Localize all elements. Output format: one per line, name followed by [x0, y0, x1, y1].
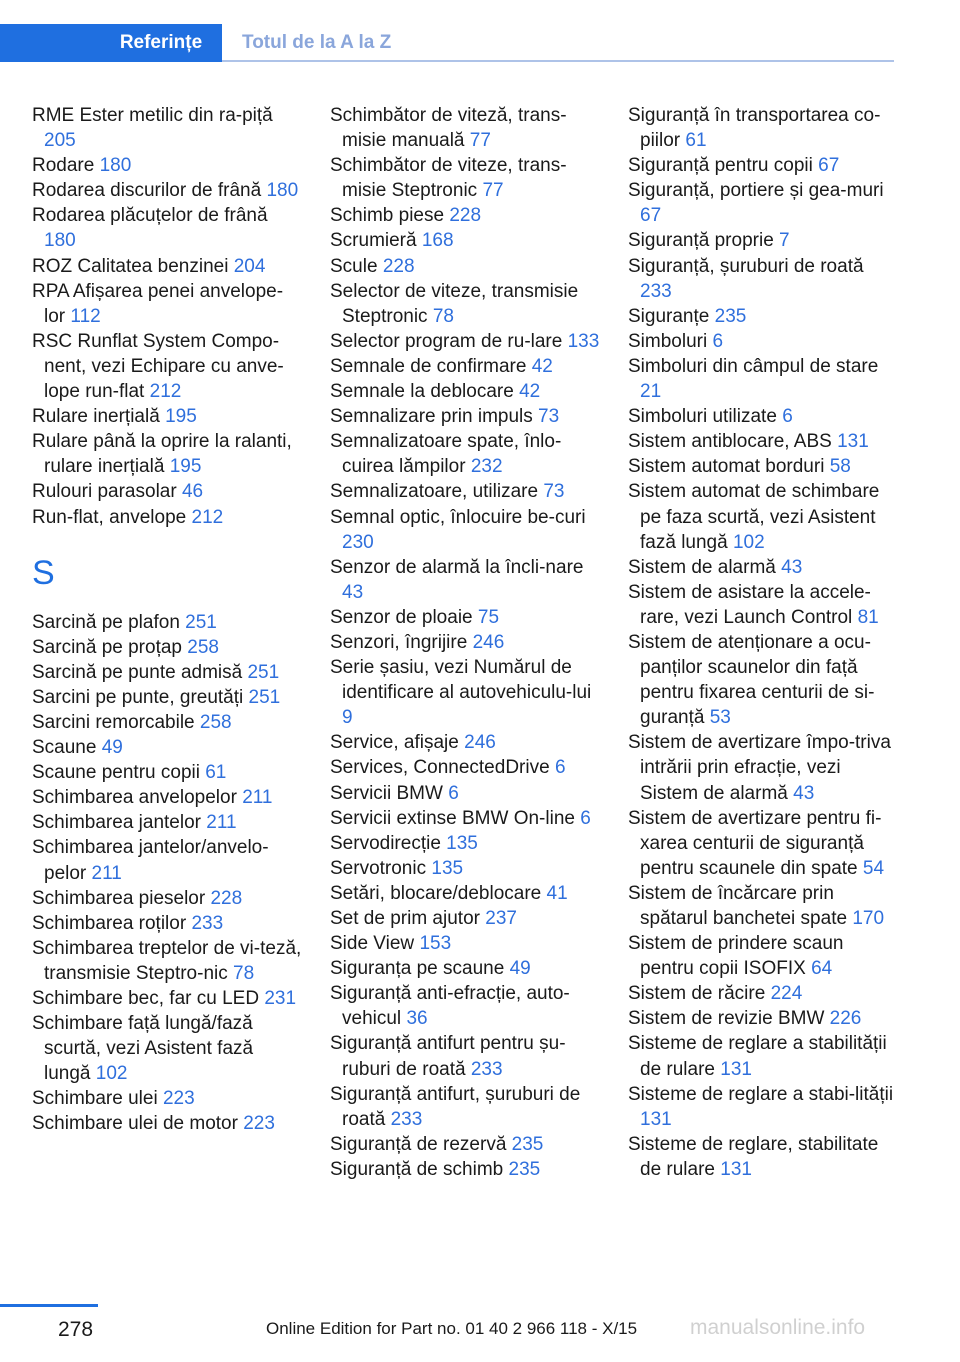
index-entry-term: Sistem automat de schimbare pe faza scurtă, vezi Asistent fază lungă	[628, 481, 880, 553]
index-entry-term: Schimbarea roților	[32, 912, 187, 934]
index-entry	[330, 404, 600, 429]
index-page-link[interactable]: 73	[543, 481, 565, 503]
header-tab-referinte[interactable]: Referințe	[100, 24, 222, 62]
index-page-link[interactable]: 9	[342, 707, 353, 729]
index-entry-term: Scrumieră	[330, 230, 417, 252]
index-entry-term: Semnalizatoare, utilizare	[330, 481, 539, 503]
index-entry-term: Senzor de ploaie	[330, 606, 473, 628]
index-page-link[interactable]: 258	[187, 636, 219, 658]
index-entry	[32, 153, 302, 178]
index-entry-term: Rodare	[32, 155, 95, 177]
index-entry	[330, 1082, 600, 1132]
index-entry	[330, 1157, 600, 1182]
index-entry-term: ROZ Calitatea benzinei	[32, 255, 229, 277]
index-entry	[628, 329, 898, 354]
index-entry	[628, 404, 898, 429]
index-page-link[interactable]: 21	[640, 381, 662, 403]
index-entry	[330, 254, 600, 279]
index-entry	[32, 279, 302, 329]
index-entry	[330, 831, 600, 856]
index-page-link[interactable]: 49	[509, 958, 531, 980]
index-entry-term: Senzori, îngrijire	[330, 631, 468, 653]
index-entry	[32, 610, 302, 635]
index-entry-term: Rodarea discurilor de frână	[32, 180, 262, 202]
index-page-link[interactable]: 224	[770, 983, 803, 1005]
index-entry	[330, 755, 600, 780]
index-entry-term: Siguranțe	[628, 305, 710, 327]
index-entry	[330, 479, 600, 504]
index-entry-term: Schimbarea anvelopelor	[32, 787, 237, 809]
index-page-link[interactable]: 251	[185, 611, 217, 633]
index-entry-term: Sistem de încărcare prin spătarul banchetei spate	[628, 882, 848, 929]
index-page-link[interactable]: 46	[181, 481, 204, 503]
index-entry-term: Siguranța pe scaune	[330, 958, 505, 980]
index-page-link[interactable]: 228	[449, 205, 482, 227]
index-page-link[interactable]: 258	[199, 711, 232, 733]
index-page-link[interactable]: 53	[709, 707, 731, 729]
index-entry-term: Simboluri utilizate	[628, 406, 777, 428]
index-entry	[628, 304, 898, 329]
index-entry-term: Rulouri parasolar	[32, 481, 177, 503]
index-page-link[interactable]: 180	[44, 230, 76, 252]
index-entry-term: Sistem de atenționare a ocu-panților scaunelor din față pentru fixarea centurii de si-guranță	[628, 631, 875, 729]
index-page-link[interactable]: 246	[472, 631, 505, 653]
index-page-link[interactable]: 204	[233, 255, 266, 277]
index-entry-term: Servodirecție	[330, 832, 441, 854]
index-entry	[628, 580, 898, 630]
index-entry	[628, 153, 898, 178]
header-accent-bar	[0, 24, 100, 62]
index-page-link[interactable]: 195	[165, 406, 197, 428]
index-entry	[628, 254, 898, 304]
index-entry-term: Siguranță pentru copii	[628, 155, 813, 177]
index-page-link[interactable]: 36	[406, 1008, 428, 1030]
index-page-link[interactable]: 168	[421, 230, 454, 252]
index-entry-term: Selector program de ru-lare	[330, 330, 563, 352]
index-entry	[32, 479, 302, 504]
index-page-link[interactable]: 6	[712, 330, 724, 352]
edition-note: Online Edition for Part no. 01 40 2 966 118 - X/15	[266, 1319, 638, 1338]
index-entry-term: Run-flat, anvelope	[32, 506, 187, 528]
index-entry-term: Sistem de revizie BMW	[628, 1008, 825, 1030]
header-divider	[222, 60, 894, 62]
index-entry	[32, 735, 302, 760]
index-entry-term: Semnale la deblocare	[330, 381, 514, 403]
index-entry	[330, 279, 600, 329]
index-entry-term: Schimbarea treptelor de vi-teză, transmisie Steptro-nic	[32, 937, 302, 984]
index-page-link[interactable]: 230	[342, 531, 374, 553]
index-entry-term: Sarcini remorcabile	[32, 711, 195, 733]
index-entry	[32, 835, 302, 885]
index-entry	[330, 856, 600, 881]
index-page-link[interactable]: 205	[44, 130, 76, 152]
index-entry	[330, 931, 600, 956]
index-page-link[interactable]: 78	[233, 962, 255, 984]
index-entry	[330, 781, 600, 806]
index-page-link[interactable]: 251	[248, 686, 281, 708]
index-page-link[interactable]: 233	[470, 1058, 503, 1080]
index-page-link[interactable]: 6	[580, 807, 591, 829]
index-entry-term: Sistem de avertizare pentru fi-xarea centurii de siguranță pentru scaunele din spate	[628, 807, 882, 879]
index-entry	[330, 153, 600, 203]
index-page-link[interactable]: 43	[793, 782, 815, 804]
index-entry-term: Sistem de prindere scaun pentru copii ISOFIX	[628, 933, 844, 980]
index-entry-term: Schimbător de viteze, trans-misie Steptronic	[330, 155, 567, 202]
index-entry	[330, 730, 600, 755]
index-column-1	[32, 103, 302, 1137]
index-entry	[330, 429, 600, 479]
index-entry	[32, 404, 302, 429]
index-page-link[interactable]: 133	[567, 330, 600, 352]
index-entry-term: Schimbător de viteză, trans-misie manuală	[330, 105, 567, 152]
index-entry	[628, 1132, 898, 1182]
index-entry	[330, 630, 600, 655]
index-page-link[interactable]: 212	[191, 506, 224, 528]
index-entry	[32, 1086, 302, 1111]
index-entry	[628, 1082, 898, 1132]
index-entry-term: Simboluri	[628, 330, 708, 352]
index-entry-term: Sistem de avertizare împo-triva intrării prin efracție, vezi Sistem de alarmă	[628, 732, 891, 804]
index-page-link[interactable]: 81	[857, 606, 879, 628]
index-entry-term: Sistem automat borduri	[628, 456, 825, 478]
index-entry-term: Rodarea plăcuțelor de frână	[32, 205, 268, 227]
index-entry	[32, 660, 302, 685]
index-page-link[interactable]: 233	[390, 1108, 423, 1130]
index-entry-term: Sarcină pe proțap	[32, 636, 182, 658]
index-entry	[330, 103, 600, 153]
index-entry	[32, 685, 302, 710]
index-page-link[interactable]: 180	[99, 155, 132, 177]
index-page-link[interactable]: 41	[546, 882, 568, 904]
index-page-link[interactable]: 235	[511, 1133, 544, 1155]
index-entry	[330, 228, 600, 253]
index-entry	[330, 881, 600, 906]
index-page-link[interactable]: 228	[210, 887, 243, 909]
index-entry	[330, 1132, 600, 1157]
index-page-link[interactable]: 135	[446, 832, 478, 854]
index-entry	[32, 203, 302, 253]
index-page-link[interactable]: 77	[469, 130, 491, 152]
index-page-link[interactable]: 43	[781, 556, 803, 578]
index-entry	[330, 981, 600, 1031]
index-entry	[330, 1031, 600, 1081]
index-entry-term: Set de prim ajutor	[330, 908, 480, 929]
index-page-link[interactable]: 251	[247, 661, 280, 683]
index-entry	[32, 886, 302, 911]
index-page-link[interactable]: 67	[640, 205, 662, 227]
watermark: manualsonline.info	[690, 1316, 866, 1339]
index-entry	[628, 228, 898, 253]
index-entry	[628, 555, 898, 580]
index-entry-term: Sistem antiblocare, ABS	[628, 431, 832, 453]
index-entry-term: Semnalizatoare spate, înlo-cuirea lămpilor	[330, 431, 562, 478]
index-entry	[32, 329, 302, 404]
index-entry-term: Schimbare față lungă/fază scurtă, vezi Asistent fază lungă	[32, 1013, 254, 1085]
index-entry-term: Siguranță, șuruburi de roată	[628, 255, 864, 277]
index-entry	[330, 956, 600, 981]
index-page-link[interactable]: 6	[448, 782, 459, 804]
index-page-link[interactable]: 64	[811, 958, 833, 980]
index-entry	[330, 655, 600, 730]
index-entry	[628, 454, 898, 479]
index-entry-term: RME Ester metilic din ra-piță	[32, 105, 273, 126]
index-entry-term: Servicii extinse BMW On-line	[330, 807, 575, 829]
index-entry-term: Sarcină pe punte admisă	[32, 661, 243, 683]
index-page-link[interactable]: 131	[837, 431, 869, 453]
index-entry	[32, 1011, 302, 1086]
index-entry	[32, 635, 302, 660]
index-entry	[32, 810, 302, 835]
index-page-link[interactable]: 42	[531, 355, 553, 377]
index-entry	[330, 505, 600, 555]
index-entry	[628, 981, 898, 1006]
index-entry-term: Sistem de alarmă	[628, 556, 776, 578]
index-page-link[interactable]: 54	[862, 857, 885, 879]
index-page-link[interactable]: 223	[243, 1113, 275, 1135]
index-entry	[628, 429, 898, 454]
index-entry	[330, 906, 600, 931]
index-entry-term: Rulare inerțială	[32, 406, 160, 428]
index-page-link[interactable]: 235	[714, 305, 747, 327]
index-page-link[interactable]: 211	[242, 787, 273, 809]
index-entry-term: RPA Afișarea penei anvelope-lor	[32, 280, 284, 327]
index-entry	[32, 429, 302, 479]
index-page-link[interactable]: 102	[732, 531, 765, 553]
index-entry	[32, 911, 302, 936]
index-page-link[interactable]: 112	[70, 305, 101, 327]
index-page-link[interactable]: 237	[485, 908, 517, 929]
index-page-link[interactable]: 231	[264, 988, 297, 1009]
index-entry	[32, 505, 302, 530]
index-page-link[interactable]: 170	[852, 908, 885, 929]
index-entry-term: Siguranță, portiere și gea-muri	[628, 180, 884, 202]
index-page-link[interactable]: 131	[720, 1158, 752, 1180]
index-entry-term: Servotronic	[330, 857, 427, 879]
index-entry	[32, 1111, 302, 1136]
index-entry	[32, 760, 302, 785]
index-entry	[330, 605, 600, 630]
index-page-link[interactable]: 246	[464, 732, 496, 754]
page-number: 278	[58, 1318, 94, 1341]
index-page-link[interactable]: 7	[779, 230, 790, 252]
index-entry-term: Sisteme de reglare a stabi-lității	[628, 1083, 894, 1105]
index-page-link[interactable]: 77	[482, 180, 504, 202]
index-page-link[interactable]: 135	[431, 857, 464, 879]
index-entry-term: Schimbare ulei de motor	[32, 1113, 238, 1135]
index-page-link[interactable]: 102	[95, 1063, 128, 1085]
index-column-3	[628, 103, 898, 1182]
index-page-link[interactable]: 233	[640, 280, 672, 302]
index-entry-term: Side View	[330, 933, 415, 955]
index-entry-term: Senzor de alarmă la încli-nare	[330, 556, 584, 578]
index-entry	[32, 936, 302, 986]
index-entry	[32, 103, 302, 153]
index-page-link[interactable]: 43	[342, 581, 364, 603]
index-entry	[628, 103, 898, 153]
index-entry	[330, 203, 600, 228]
index-entry	[628, 354, 898, 404]
index-entry-term: Schimbarea pieselor	[32, 887, 206, 909]
index-page-link[interactable]: 232	[470, 456, 503, 478]
index-entry-term: Schimbarea jantelor	[32, 812, 201, 834]
index-entry	[628, 931, 898, 981]
index-entry	[628, 1006, 898, 1031]
index-page-link[interactable]: 233	[191, 912, 224, 934]
index-entry-term: Sisteme de reglare a stabilității de rulare	[628, 1033, 887, 1080]
index-entry-term: Services, ConnectedDrive	[330, 757, 550, 779]
index-entry-term: Schimb piese	[330, 205, 445, 227]
index-entry-term: Siguranță antifurt pentru șu-ruburi de roată	[330, 1033, 566, 1080]
index-entry-term: Semnale de confirmare	[330, 355, 527, 377]
index-entry	[32, 710, 302, 735]
index-entry	[628, 730, 898, 805]
header-subtitle[interactable]: Totul de la A la Z	[242, 32, 392, 53]
index-page-link[interactable]: 212	[149, 381, 182, 403]
index-column-2	[330, 103, 600, 1182]
index-page-link[interactable]: 153	[419, 933, 452, 955]
index-page-link[interactable]: 131	[640, 1108, 672, 1130]
index-entry-term: Siguranță de schimb	[330, 1158, 504, 1180]
index-entry-term: Selector de viteze, transmisie Steptronic	[330, 280, 579, 327]
index-entry-term: Sisteme de reglare, stabilitate de rulare	[628, 1133, 879, 1180]
index-entry	[330, 806, 600, 831]
index-entry	[330, 379, 600, 404]
index-page-link[interactable]: 226	[829, 1008, 862, 1030]
index-entry-term: Service, afișaje	[330, 732, 459, 754]
index-page-link[interactable]: 223	[162, 1088, 195, 1110]
index-page-link[interactable]: 228	[382, 255, 415, 277]
index-entry	[628, 881, 898, 931]
index-entry	[628, 630, 898, 730]
index-entry-term: Simboluri din câmpul de stare	[628, 355, 879, 377]
index-entry-term: Scaune pentru copii	[32, 762, 200, 784]
index-page-link[interactable]: 61	[205, 762, 227, 784]
index-entry-term: Sarcină pe plafon	[32, 611, 180, 633]
index-entry-term: Siguranță în transportarea co-piilor	[628, 105, 881, 152]
index-entry	[32, 785, 302, 810]
index-entry-term: Schimbarea jantelor/anvelo-pelor	[32, 837, 269, 884]
index-entry-term: Siguranță proprie	[628, 230, 774, 252]
index-page-link[interactable]: 42	[519, 381, 541, 403]
index-entry-term: Serie șasiu, vezi Numărul de identificare al autovehiculu-lui	[330, 657, 592, 704]
index-page-link[interactable]: 195	[169, 456, 202, 478]
index-entry-term: Sistem de asistare la accele-rare, vezi Launch Control	[628, 581, 871, 628]
index-page-link[interactable]: 58	[829, 456, 851, 478]
index-page-link[interactable]: 180	[266, 180, 299, 202]
index-page-link[interactable]: 49	[101, 737, 123, 759]
index-entry-term: Setări, blocare/deblocare	[330, 882, 542, 904]
index-letter-heading: S	[32, 553, 55, 592]
index-page-link[interactable]: 211	[206, 812, 237, 834]
index-page-link[interactable]: 61	[685, 130, 707, 152]
index-page-link[interactable]: 131	[720, 1058, 752, 1080]
index-entry	[628, 806, 898, 881]
index-entry-term: Sistem de răcire	[628, 983, 766, 1005]
index-page-link[interactable]: 78	[432, 305, 454, 327]
index-page-link[interactable]: 235	[508, 1158, 541, 1180]
index-entry-term: Semnal optic, înlocuire be-curi	[330, 506, 586, 528]
index-entry-term: Sarcini pe punte, greutăți	[32, 686, 244, 708]
index-entry-term: Siguranță anti-efracție, auto-vehicul	[330, 983, 570, 1030]
index-entry-term: Scule	[330, 255, 378, 277]
index-page-link[interactable]: 75	[477, 606, 500, 628]
index-entry	[330, 329, 600, 354]
index-entry	[32, 254, 302, 279]
index-entry	[628, 1031, 898, 1081]
index-page-link[interactable]: 67	[818, 155, 840, 177]
index-entry-term: Schimbare bec, far cu LED	[32, 988, 260, 1009]
index-entry-term: Siguranță de rezervă	[330, 1133, 507, 1155]
index-entry	[32, 178, 302, 203]
index-page-link[interactable]: 73	[538, 406, 560, 428]
index-entry-term: Semnalizare prin impuls	[330, 406, 533, 428]
index-entry-term: Schimbare ulei	[32, 1088, 158, 1110]
index-page-link[interactable]: 6	[782, 406, 793, 428]
index-entry-term: Rulare până la oprire la ralanti, rulare inerțială	[32, 431, 292, 478]
index-entry	[628, 479, 898, 554]
page-header	[0, 0, 960, 62]
index-page-link[interactable]: 6	[554, 757, 566, 779]
index-entry	[330, 354, 600, 379]
index-entry-term: Servicii BMW	[330, 782, 443, 804]
index-entry-term: Scaune	[32, 737, 97, 759]
index-entry	[32, 986, 302, 1011]
index-page-link[interactable]: 211	[91, 862, 122, 884]
footer-accent-line	[0, 1304, 98, 1307]
index-entry	[330, 555, 600, 605]
index-entry-term: Siguranță antifurt, șuruburi de roată	[330, 1083, 581, 1130]
index-entry	[628, 178, 898, 228]
index-entry-term: RSC Runflat System Compo-nent, vezi Echipare cu anve-lope run-flat	[32, 330, 284, 403]
